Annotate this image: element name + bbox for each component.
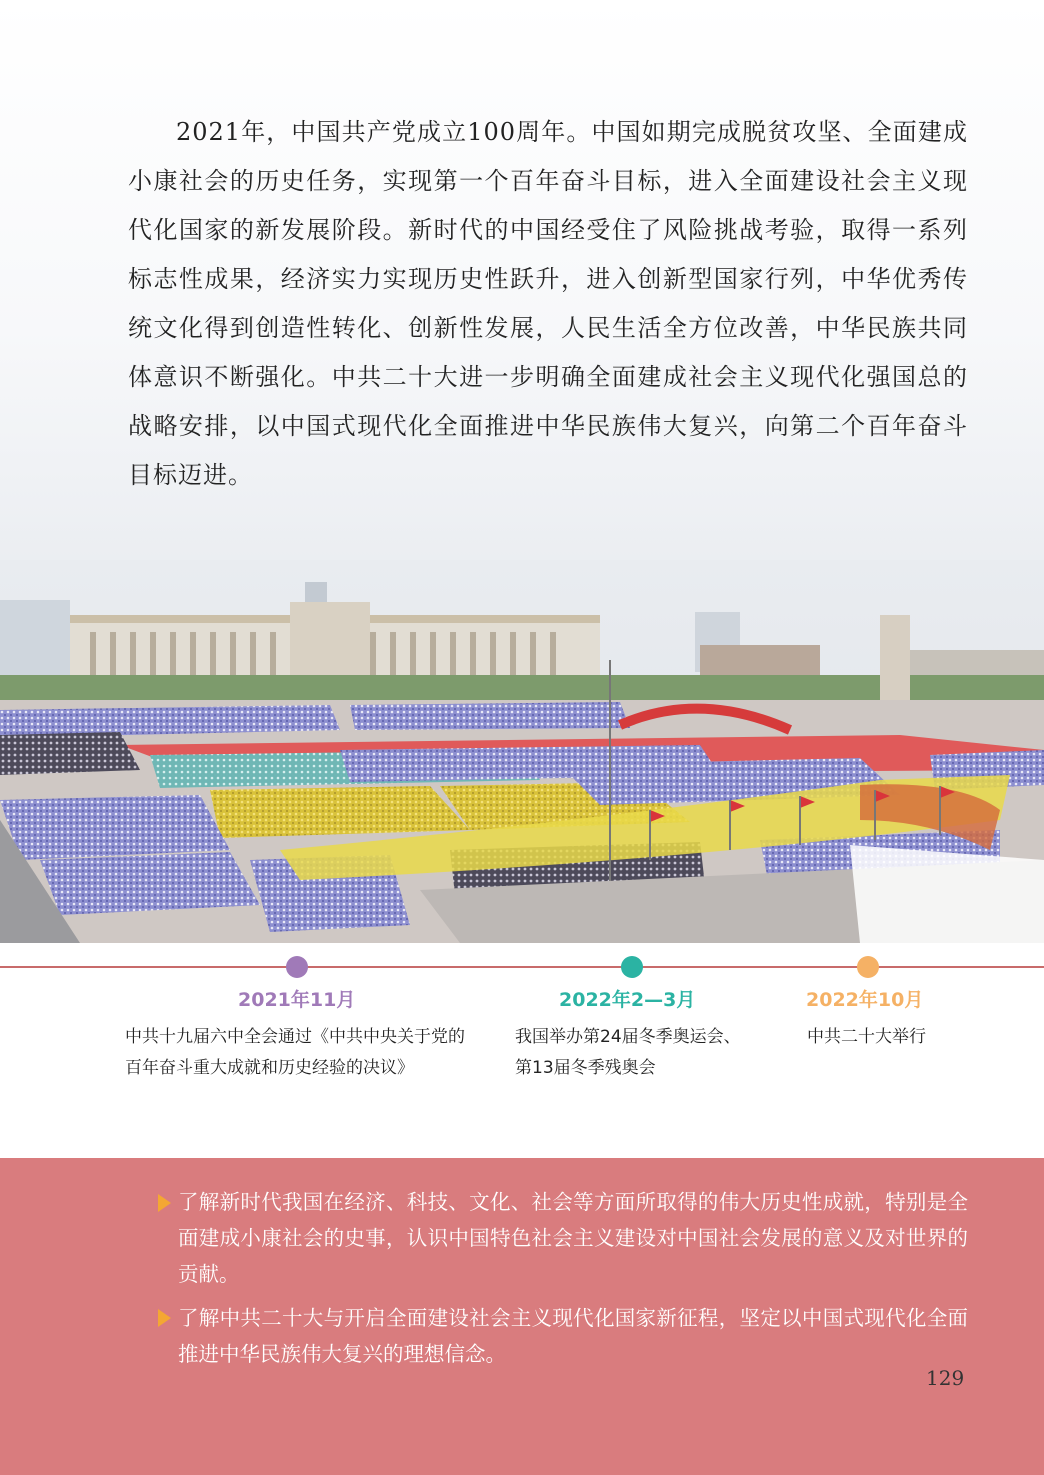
objective-item-1: 了解新时代我国在经济、科技、文化、社会等方面所取得的伟大历史性成就，特别是全面建成小康社会的史事，认识中国特色社会主义建设对中国社会发展的意义及对世界的贡献。	[178, 1190, 968, 1286]
timeline-desc-2-line-2: 第13届冬季残奥会	[515, 1058, 656, 1078]
timeline-date-1: 2021年11月	[238, 989, 356, 1011]
objective-item-2: 了解中共二十大与开启全面建设社会主义现代化国家新征程，坚定以中国式现代化全面推进中华民族伟大复兴的理想信念。	[178, 1306, 968, 1366]
page-number: 129	[926, 1366, 965, 1390]
bullet-triangle-icon	[158, 1194, 171, 1212]
timeline-desc-1	[125, 1022, 465, 1084]
timeline-date-2: 2022年2—3月	[559, 989, 696, 1011]
intro-paragraph: 2021年，中国共产党成立100周年。中国如期完成脱贫攻坚、全面建成小康社会的历史任务，实现第一个百年奋斗目标，进入全面建设社会主义现代化国家的新发展阶段。新时代的中国经受住了风险挑战考验，取得一系列标志性成果，经济实力实现历史性跃升，进入创新型国家行列，中华优秀传统文化得到创造性转化、创新性发展，人民生活全方位改善，中华民族共同体意识不断强化。中共二十大进一步明确全面建成社会主义现代化强国总的战略安排，以中国式现代化全面推进中华民族伟大复兴，向第二个百年奋斗目标迈进。	[128, 118, 968, 489]
timeline-desc-3	[807, 1022, 926, 1053]
timeline-dot-2	[621, 956, 643, 978]
timeline-dot-1	[286, 956, 308, 978]
timeline-desc-2	[515, 1022, 741, 1084]
timeline-date-3: 2022年10月	[806, 989, 924, 1011]
timeline-desc-1-line-2: 百年奋斗重大成就和历史经验的决议》	[125, 1058, 414, 1078]
bullet-triangle-icon	[158, 1309, 171, 1327]
timeline-desc-3-line-1: 中共二十大举行	[807, 1027, 926, 1047]
timeline-desc-1-line-1: 中共十九届六中全会通过《中共中央关于党的	[125, 1027, 465, 1047]
timeline-line	[0, 966, 1044, 968]
timeline-desc-2-line-1: 我国举办第24届冬季奥运会、	[515, 1027, 741, 1047]
celebration-photo	[0, 560, 1044, 943]
timeline-dot-3	[857, 956, 879, 978]
